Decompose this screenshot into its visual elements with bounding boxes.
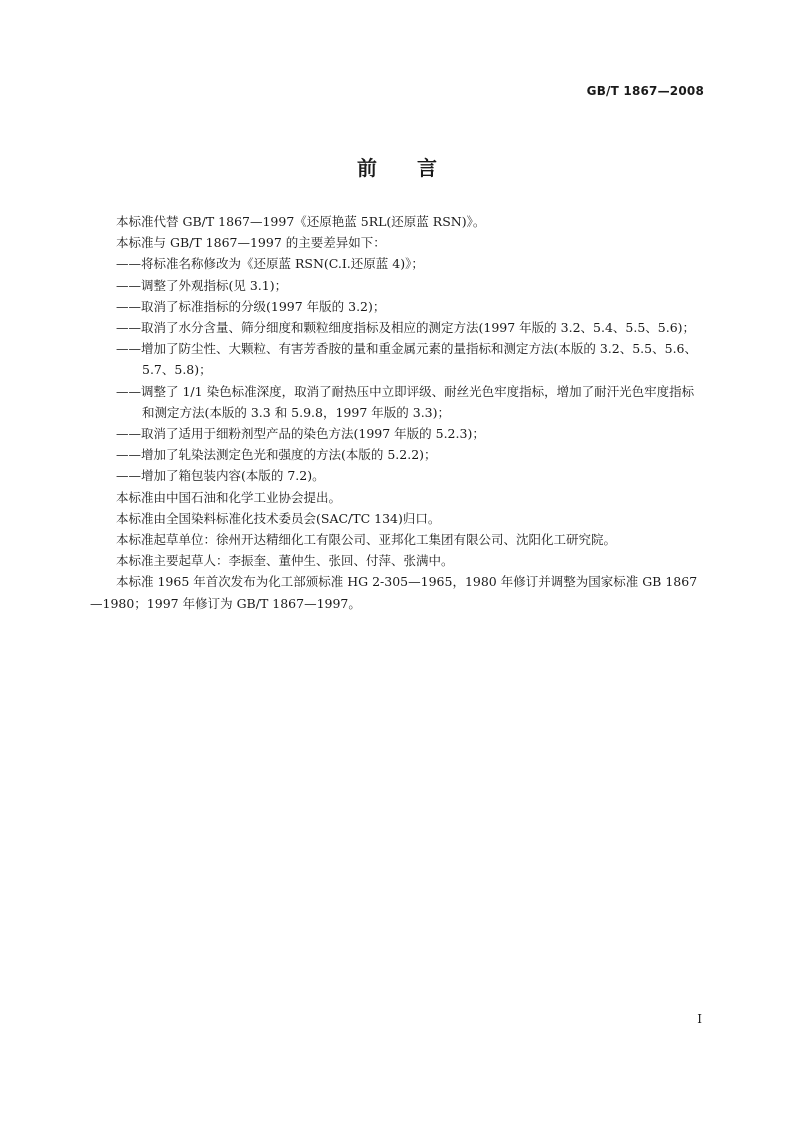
list-item: ——调整了外观指标(见 3.1)； — [116, 277, 288, 293]
list-item: ——取消了标准指标的分级(1997 年版的 3.2)； — [116, 298, 386, 314]
page-title: 前言 — [357, 156, 477, 180]
paragraph-drafting-units: 本标准起草单位：徐州开达精细化工有限公司、亚邦化工集团有限公司、沈阳化工研究院。 — [116, 532, 617, 548]
foreword-body — [90, 211, 706, 614]
paragraph-history: 本标准 1965 年首次发布为化工部颁标准 HG 2-305—1965，1980 年修订并调整为国家标准 GB 1867—1980；1997 年修订为 GB/T 1867—1997。 — [90, 574, 698, 611]
paragraph-drafters: 本标准主要起草人：李振奎、董仲生、张回、付萍、张满中。 — [116, 553, 454, 569]
paragraph-replaces: 本标准代替 GB/T 1867—1997《还原艳蓝 5RL(还原蓝 RSN)》。 — [116, 214, 486, 229]
list-item: ——将标准名称修改为《还原蓝 RSN(C.I.还原蓝 4)》； — [116, 256, 424, 272]
paragraph-under-jurisdiction: 本标准由全国染料标准化技术委员会(SAC/TC 134)归口。 — [116, 510, 441, 526]
page-number: I — [697, 1012, 702, 1026]
list-item: ——调整了 1/1 染色标准深度，取消了耐热压中立即评级、耐丝光色牢度指标，增加了耐汗光色牢度指标和测定方法(本版的 3.3 和 5.9.8，1997 年版的 3.3)； — [116, 383, 695, 420]
paragraph-proposed-by: 本标准由中国石油和化学工业协会提出。 — [116, 489, 342, 505]
list-item: ——增加了箱包装内容(本版的 7.2)。 — [116, 468, 325, 484]
list-item: ——增加了防尘性、大颗粒、有害芳香胺的量和重金属元素的量指标和测定方法(本版的 3.2、5.5、5.6、5.7、5.8)； — [116, 341, 697, 378]
paragraph-differences-intro: 本标准与 GB/T 1867—1997 的主要差异如下： — [116, 235, 386, 251]
list-item: ——取消了适用于细粉剂型产品的染色方法(1997 年版的 5.2.3)； — [116, 426, 485, 442]
list-item: ——增加了轧染法测定色光和强度的方法(本版的 5.2.2)； — [116, 447, 437, 463]
list-item: ——取消了水分含量、筛分细度和颗粒细度指标及相应的测定方法(1997 年版的 3.2、5.4、5.5、5.6)； — [116, 320, 696, 336]
standard-code: GB/T 1867—2008 — [586, 84, 704, 98]
